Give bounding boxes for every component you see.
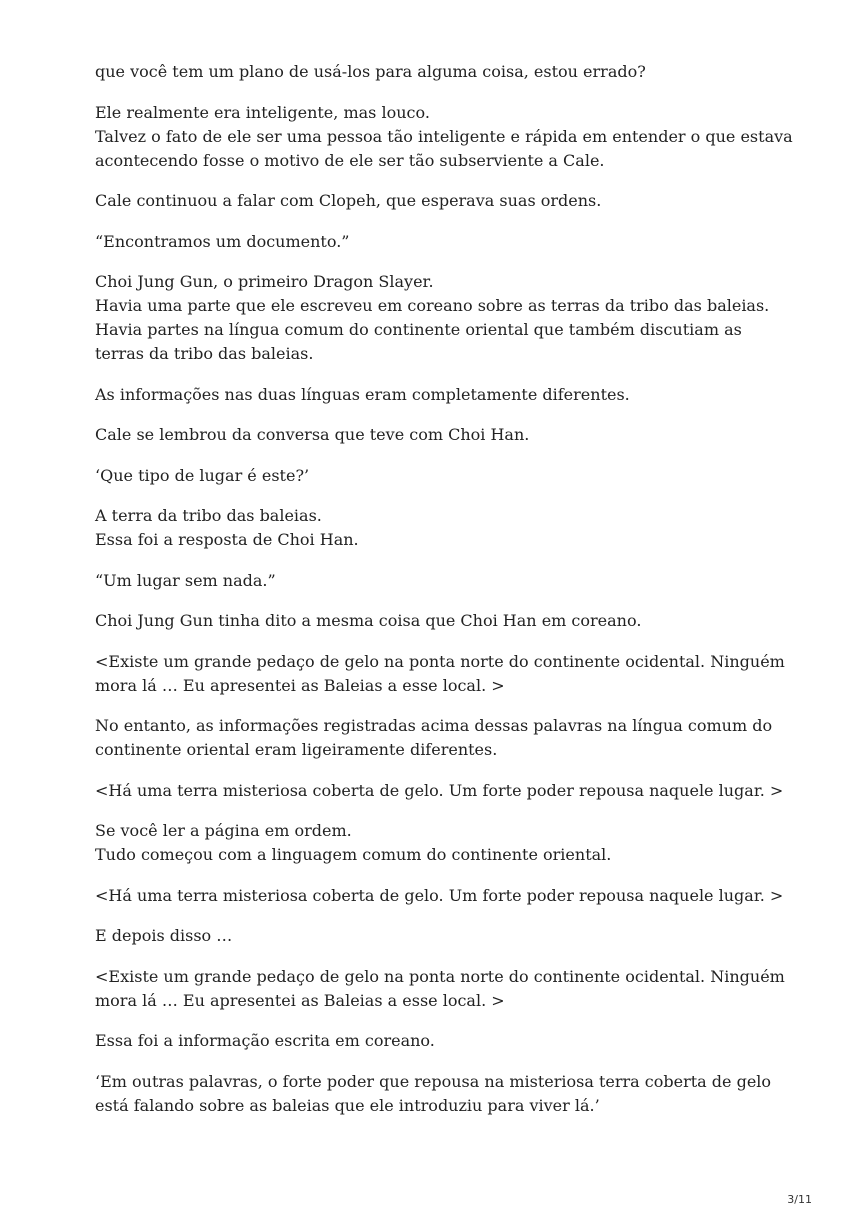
paragraph: Essa foi a informação escrita em coreano. bbox=[95, 1031, 435, 1050]
paragraph: Choi Jung Gun tinha dito a mesma coisa que Choi Han em coreano. bbox=[95, 611, 642, 630]
paragraph: E depois disso … bbox=[95, 926, 233, 945]
paragraph: <Existe um grande pedaço de gelo na ponta norte do continente ocidental. Ninguém mora lá … Eu apresentei as Baleias a esse local. > bbox=[95, 966, 785, 1010]
paragraph: As informações nas duas línguas eram completamente diferentes. bbox=[95, 384, 630, 404]
paragraph: ‘Que tipo de lugar é este?’ bbox=[95, 465, 310, 485]
paragraph: <Existe um grande pedaço de gelo na ponta norte do continente ocidental. Ninguém mora lá … Eu apresentei as Baleias a esse local. > bbox=[95, 651, 785, 695]
document-body bbox=[95, 60, 795, 1134]
paragraph: A terra da tribo das baleias. Essa foi a resposta de Choi Han. bbox=[95, 506, 359, 549]
paragraph: No entanto, as informações registradas acima dessas palavras na língua comum do continente oriental eram ligeiramente diferentes. bbox=[95, 716, 773, 759]
paragraph: Cale se lembrou da conversa que teve com Choi Han. bbox=[95, 425, 530, 444]
paragraph: Se você ler a página em ordem. Tudo começou com a linguagem comum do continente oriental. bbox=[95, 821, 612, 864]
paragraph: Ele realmente era inteligente, mas louco. Talvez o fato de ele ser uma pessoa tão inteligente e rápida em entender o que estava acontecendo fosse o motivo de ele ser tão subserviente a Cale. bbox=[95, 102, 793, 170]
paragraph: Choi Jung Gun, o primeiro Dragon Slayer. Havia uma parte que ele escreveu em coreano sobre as terras da tribo das baleias. Havia partes na língua comum do continente oriental que também discutiam as terras da tribo das baleias. bbox=[95, 272, 770, 363]
page-number: 3/11 bbox=[787, 1193, 812, 1206]
paragraph: que você tem um plano de usá-los para alguma coisa, estou errado? bbox=[95, 62, 646, 81]
paragraph: <Há uma terra misteriosa coberta de gelo. Um forte poder repousa naquele lugar. > bbox=[95, 780, 784, 800]
paragraph: “Um lugar sem nada.” bbox=[95, 570, 276, 590]
paragraph: <Há uma terra misteriosa coberta de gelo. Um forte poder repousa naquele lugar. > bbox=[95, 885, 784, 905]
paragraph: ‘Em outras palavras, o forte poder que repousa na misteriosa terra coberta de gelo está falando sobre as baleias que ele introduziu para viver lá.’ bbox=[95, 1071, 772, 1115]
paragraph: Cale continuou a falar com Clopeh, que esperava suas ordens. bbox=[95, 191, 602, 210]
paragraph: “Encontramos um documento.” bbox=[95, 231, 350, 251]
